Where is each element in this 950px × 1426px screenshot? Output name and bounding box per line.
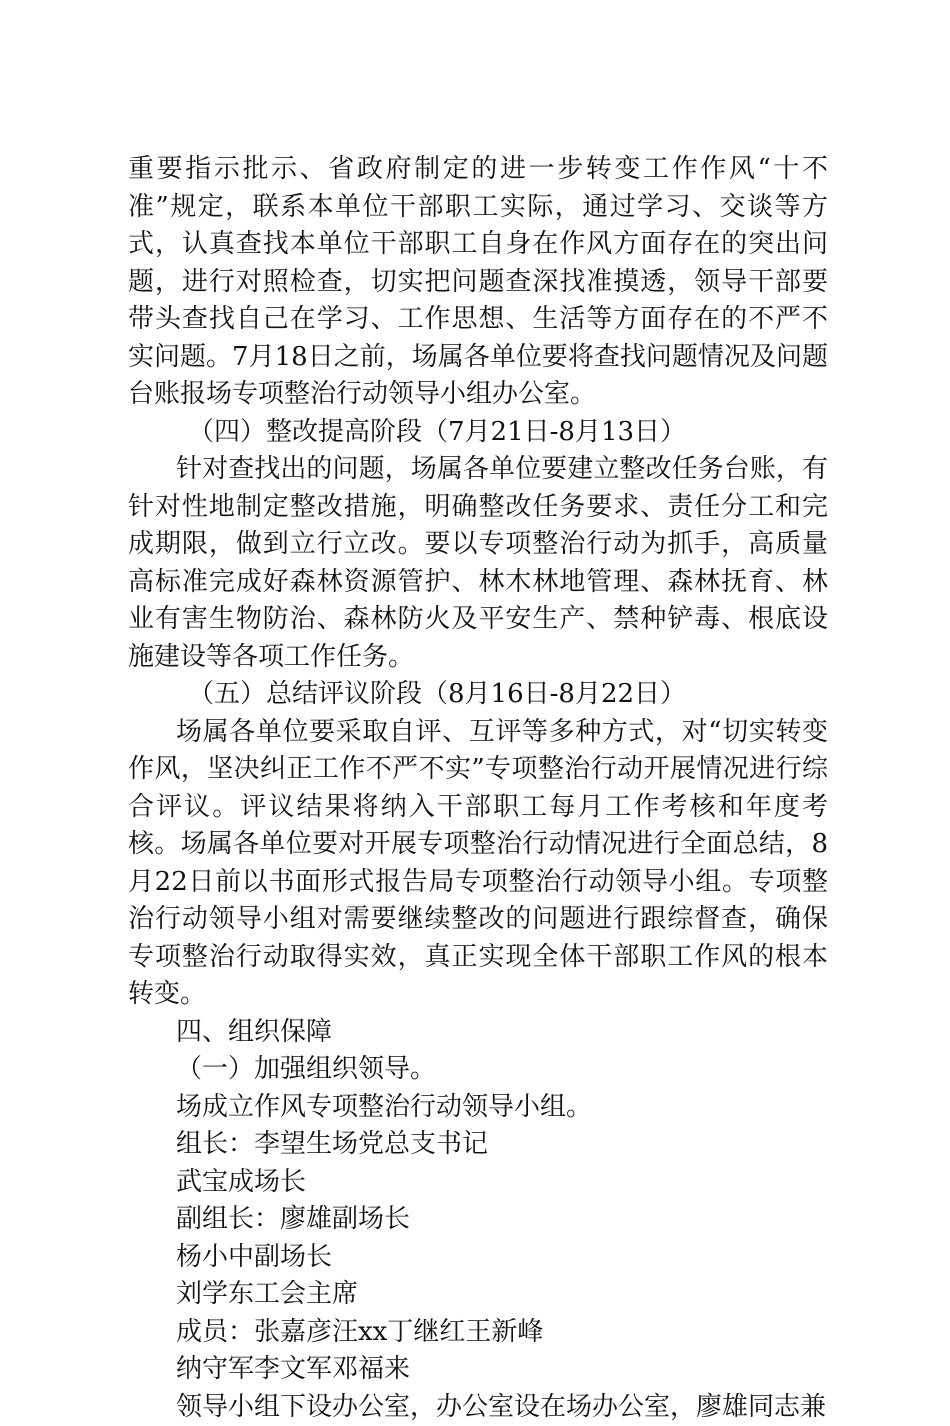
members-line-2: 纳守军李文军邓福来 <box>128 1351 828 1389</box>
document-body <box>128 151 828 1426</box>
section-heading-summary: （五）总结评议阶段（8月16日-8月22日） <box>128 676 828 714</box>
subheading-leadership: （一）加强组织领导。 <box>128 1051 828 1089</box>
group-leader-line-2: 武宝成场长 <box>128 1164 828 1202</box>
group-leader-line: 组长：李望生场党总支书记 <box>128 1126 828 1164</box>
leading-group-statement: 场成立作风专项整治行动领导小组。 <box>128 1089 828 1127</box>
paragraph-rectification: 针对查找出的问题，场属各单位要建立整改任务台账，有针对性地制定整改措施，明确整改任务要求、责任分工和完成期限，做到立行立改。要以专项整治行动为抓手，高质量高标准完成好森林资源管护、林木林地管理、森林抚育、林业有害生物防治、森林防火及平安生产、禁种铲毒、根底设施建设等各项工作任务。 <box>128 451 828 676</box>
deputy-leader-line-2: 杨小中副场长 <box>128 1239 828 1277</box>
members-line: 成员：张嘉彦汪xx丁继红王新峰 <box>128 1314 828 1352</box>
paragraph-summary: 场属各单位要采取自评、互评等多种方式，对“切实转变作风，坚决纠正工作不严不实”专项整治行动开展情况进行综合评议。评议结果将纳入干部职工每月工作考核和年度考核。场属各单位要对开展专项整治行动情况进行全面总结，8月22日前以书面形式报告局专项整治行动领导小组。专项整治行动领导小组对需要继续整改的问题进行跟综督查，确保专项整治行动取得实效，真正实现全体干部职工作风的根本转变。 <box>128 714 828 1014</box>
deputy-leader-line-3: 刘学东工会主席 <box>128 1276 828 1314</box>
deputy-leader-line: 副组长：廖雄副场长 <box>128 1201 828 1239</box>
paragraph-continued: 重要指示批示、省政府制定的进一步转变工作作风“十不准”规定，联系本单位干部职工实际，通过学习、交谈等方式，认真查找本单位干部职工自身在作风方面存在的突出问题，进行对照检查，切实把问题查深找准摸透，领导干部要带头查找自己在学习、工作思想、生活等方面存在的不严不实问题。7月18日之前，场属各单位要将查找问题情况及问题台账报场专项整治行动领导小组办公室。 <box>128 151 828 414</box>
section-heading-rectification: （四）整改提高阶段（7月21日-8月13日） <box>128 414 828 452</box>
section-heading-organization: 四、组织保障 <box>128 1014 828 1052</box>
office-statement-line: 领导小组下设办公室，办公室设在场办公室，廖雄同志兼 <box>128 1389 828 1426</box>
